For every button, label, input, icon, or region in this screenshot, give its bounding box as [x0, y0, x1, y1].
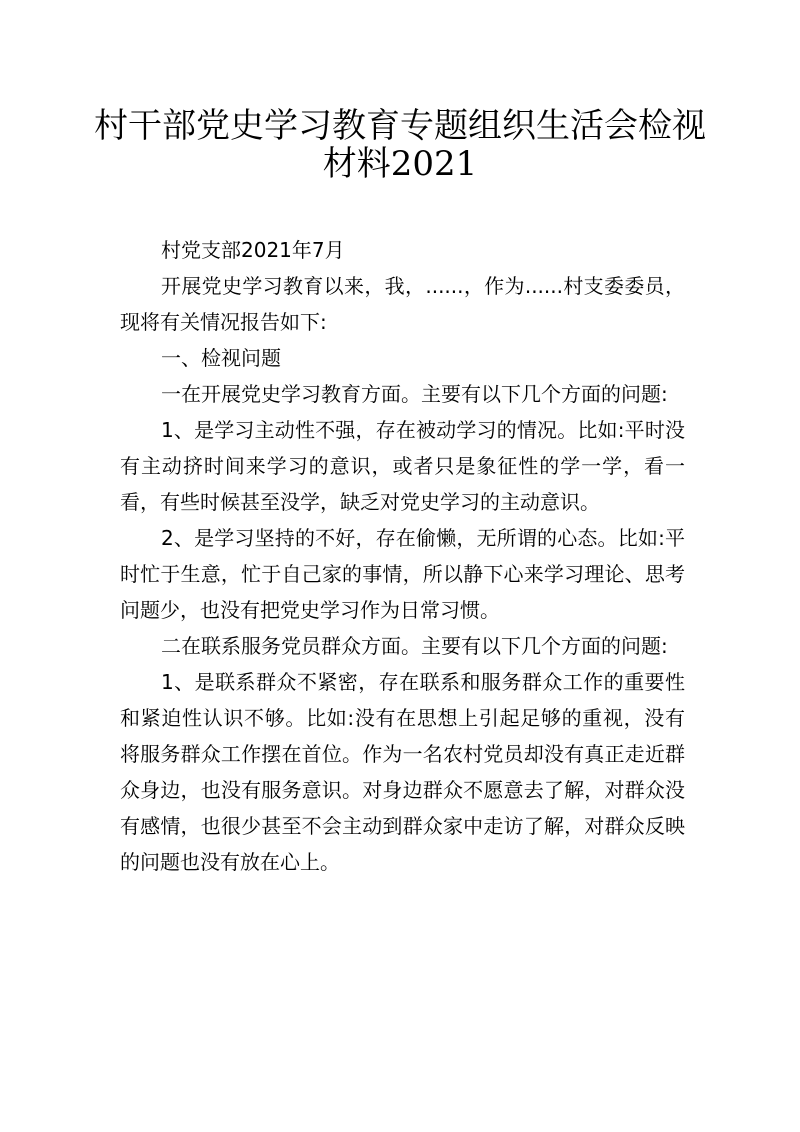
body-paragraph: 2、是学习坚持的不好，存在偷懒，无所谓的心态。比如:平时忙于生意，忙于自己家的事情，所以静下心来学习理论、思考问题少，也没有把党史学习作为日常习惯。 [120, 526, 685, 622]
section-heading: 一、检视问题 [161, 346, 281, 370]
document-title-line-1: 村干部党史学习教育专题组织生活会检视 [94, 106, 706, 146]
subsection-heading-1: 一在开展党史学习教育方面。主要有以下几个方面的问题: [161, 382, 668, 406]
body-paragraph: 1、是联系群众不紧密，存在联系和服务群众工作的重要性和紧迫性认识不够。比如:没有在思想上引起足够的重视，没有将服务群众工作摆在首位。作为一名农村党员却没有真正走近群众身边，也没有服务意识。对身边群众不愿意去了解，对群众没有感情，也很少甚至不会主动到群众家中走访了解，对群众反映的问题也没有放在心上。 [120, 670, 685, 874]
date-line: 村党支部2021年7月 [161, 238, 345, 262]
document-body [120, 232, 685, 880]
subsection-heading-2: 二在联系服务党员群众方面。主要有以下几个方面的问题: [161, 634, 668, 658]
intro-paragraph: 开展党史学习教育以来，我，......，作为......村支委委员，现将有关情况报告如下: [120, 274, 685, 334]
document-title-line-2: 材料2021 [322, 144, 478, 184]
body-paragraph: 1、是学习主动性不强，存在被动学习的情况。比如:平时没有主动挤时间来学习的意识，或者只是象征性的学一学，看一看，有些时候甚至没学，缺乏对党史学习的主动意识。 [120, 418, 685, 514]
